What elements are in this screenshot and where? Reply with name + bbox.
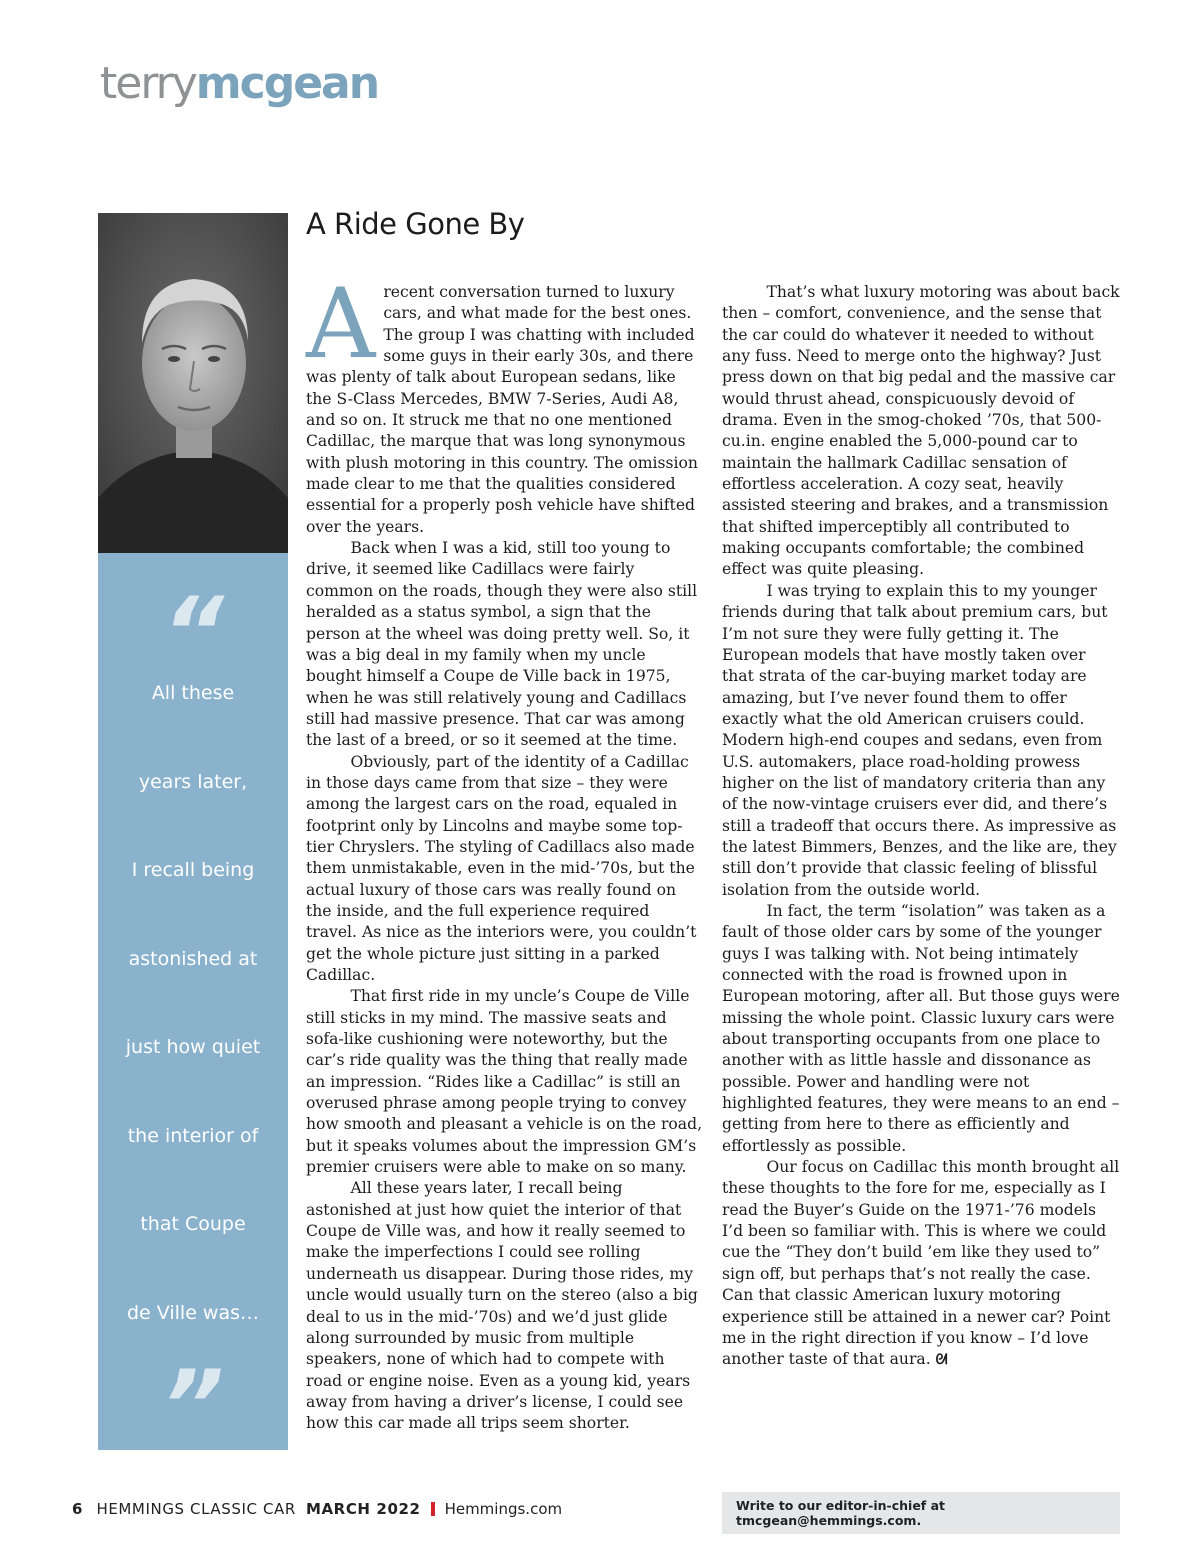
page-number: 6 (72, 1500, 83, 1518)
author-photo (98, 213, 288, 553)
page-footer (72, 1500, 562, 1518)
close-quote-mark: ” (162, 1350, 224, 1462)
columnist-first-name: terry (100, 58, 196, 109)
contact-editor-text: Write to our editor-in-chief at tmcgean@hemmings.com. (736, 1498, 946, 1528)
article-paragraph: Back when I was a kid, still too young to drive, it seemed like Cadillacs were fairly common on the roads, though they were also still heralded as a status symbol, a sign that the person at the wheel was doing pretty well. So, it was a big deal in my family when my uncle bought himself a Coupe de Ville back in 1975, when he was still relatively young and Cadillacs still had massive presence. That car was among the last of a breed, or so it seemed at the time. (306, 539, 698, 750)
drop-cap: A (306, 268, 376, 380)
article-paragraph: That first ride in my uncle’s Coupe de Ville still sticks in my mind. The massive seats and sofa-like cushioning were noteworthy, but the car’s ride quality was the thing that really made an impression. “Rides like a Cadillac” is still an overused phrase among people trying to convey how smooth and pleasant a vehicle is on the road, but it speaks volumes about the impression GM’s premier cruisers were able to make on so many. (306, 987, 703, 1177)
article-column-2 (722, 282, 1120, 1372)
article-paragraph: That’s what luxury motoring was about back then – comfort, convenience, and the sense that the car could do whatever it needed to without any fuss. Need to merge onto the highway? Just press down on that big pedal and the massive car would thrust ahead, conspicuously devoid of drama. Even in the smog-choked ’70s, that 500-cu.in. engine enabled the 5,000-pound car to maintain the hallmark Cadillac sensation of effortless acceleration. A cozy seat, heavily assisted steering and brakes, and a transmission that shifted imperceptibly all contributed to making occupants comfortable; the combined effect was quite pleasing. (722, 283, 1120, 579)
columnist-last-name: mcgean (195, 58, 379, 109)
article-paragraph: Obviously, part of the identity of a Cadillac in those days came from that size – they were among the largest cars on the road, equaled in footprint only by Lincolns and maybe some top-tier Chryslers. The styling of Cadillacs also made them unmistakable, even in the mid-’70s, but the actual luxury of those cars was really found on the inside, and the full experience required travel. As nice as the interiors were, you couldn’t get the whole picture just sitting in a parked Cadillac. (306, 752, 697, 984)
pull-quote-line: just how quiet (125, 1036, 261, 1058)
footer-divider (431, 1502, 435, 1516)
pull-quote-sidebar (98, 213, 288, 1462)
article-paragraph: In fact, the term “isolation” was taken as a fault of those older cars by some of the younger guys I was talking with. Not being intimately connected with the road is frowned upon in European motoring, after all. But those guys were missing the whole point. Classic luxury cars were about transporting occupants from one place to another with as little hassle and dissonance as possible. Power and handling were not highlighted features, they were means to an end – getting from here to there as efficiently and effortlessly as possible. (722, 901, 1120, 1155)
publication-name: HEMMINGS CLASSIC CAR (96, 1500, 296, 1518)
article-title: A Ride Gone By (306, 207, 525, 241)
pull-quote-line: All these (151, 682, 235, 704)
pull-quote-line: de Ville was… (126, 1302, 260, 1324)
end-mark-icon: ᘛ (935, 1352, 948, 1369)
pull-quote-line: I recall being (131, 859, 255, 881)
article-paragraph: I was trying to explain this to my younger friends during that talk about premium cars, but I’m not sure they were fully getting it. The European models that have mostly taken over that strata of the car-buying market today are amazing, but I’ve never found them to offer exactly what the old American cruisers could. Modern high-end coupes and sedans, even from U.S. automakers, place road-holding prowess higher on the list of mandatory criteria than any of the now-vintage cruisers ever did, and there’s still a tradeoff that occurs there. As impressive as the latest Bimmers, Benzes, and the like are, they still don’t provide that classic feeling of blissful isolation from the outside world. (722, 581, 1117, 899)
article-column-1 (306, 268, 704, 1435)
contact-editor-box (722, 1492, 1120, 1534)
pull-quote-line: that Coupe (140, 1213, 246, 1235)
article-paragraph: Arecent conversation turned to luxury cars, and what made for the best ones. The group I was chatting with included some guys in their early 30s, and there was plenty of talk about European sedans, like the S-Class Mercedes, BMW 7-Series, Audi A8, and so on. It struck me that no one mentioned Cadillac, the marque that was long synonymous with plush motoring in this country. The omission made clear to me that the qualities considered essential for a properly posh vehicle have shifted over the years. (306, 268, 698, 536)
open-quote-mark: “ (162, 577, 224, 689)
author-portrait-image (98, 213, 288, 553)
pull-quote-line: the interior of (127, 1125, 259, 1147)
columnist-name (100, 58, 379, 109)
website-link[interactable]: Hemmings.com (444, 1500, 563, 1518)
pull-quote-line: years later, (138, 771, 248, 793)
issue-date: MARCH 2022 (305, 1500, 421, 1518)
article-paragraph: Our focus on Cadillac this month brought all these thoughts to the fore for me, especially as I read the Buyer’s Guide on the 1971-’76 models I’d been so familiar with. This is where we could cue the “They don’t build ’em like they used to” sign off, but perhaps that’s not really the case. Can that classic American luxury motoring experience still be attained in a newer car? Point me in the right direction if you know – I’d love another taste of that aura. ᘛ (722, 1158, 1120, 1369)
pull-quote-line: astonished at (128, 948, 258, 970)
article-paragraph: All these years later, I recall being astonished at just how quiet the interior of that Coupe de Ville was, and how it really seemed to make the imperfections I could see rolling underneath us disappear. During those rides, my uncle would usually turn on the stereo (also a big deal to us in the mid-’70s) and we’d just glide along surrounded by music from multiple speakers, none of which had to compete with road or engine noise. Even as a young kid, years away from having a driver’s license, I could see how this car made all trips seem shorter. (306, 1179, 698, 1433)
